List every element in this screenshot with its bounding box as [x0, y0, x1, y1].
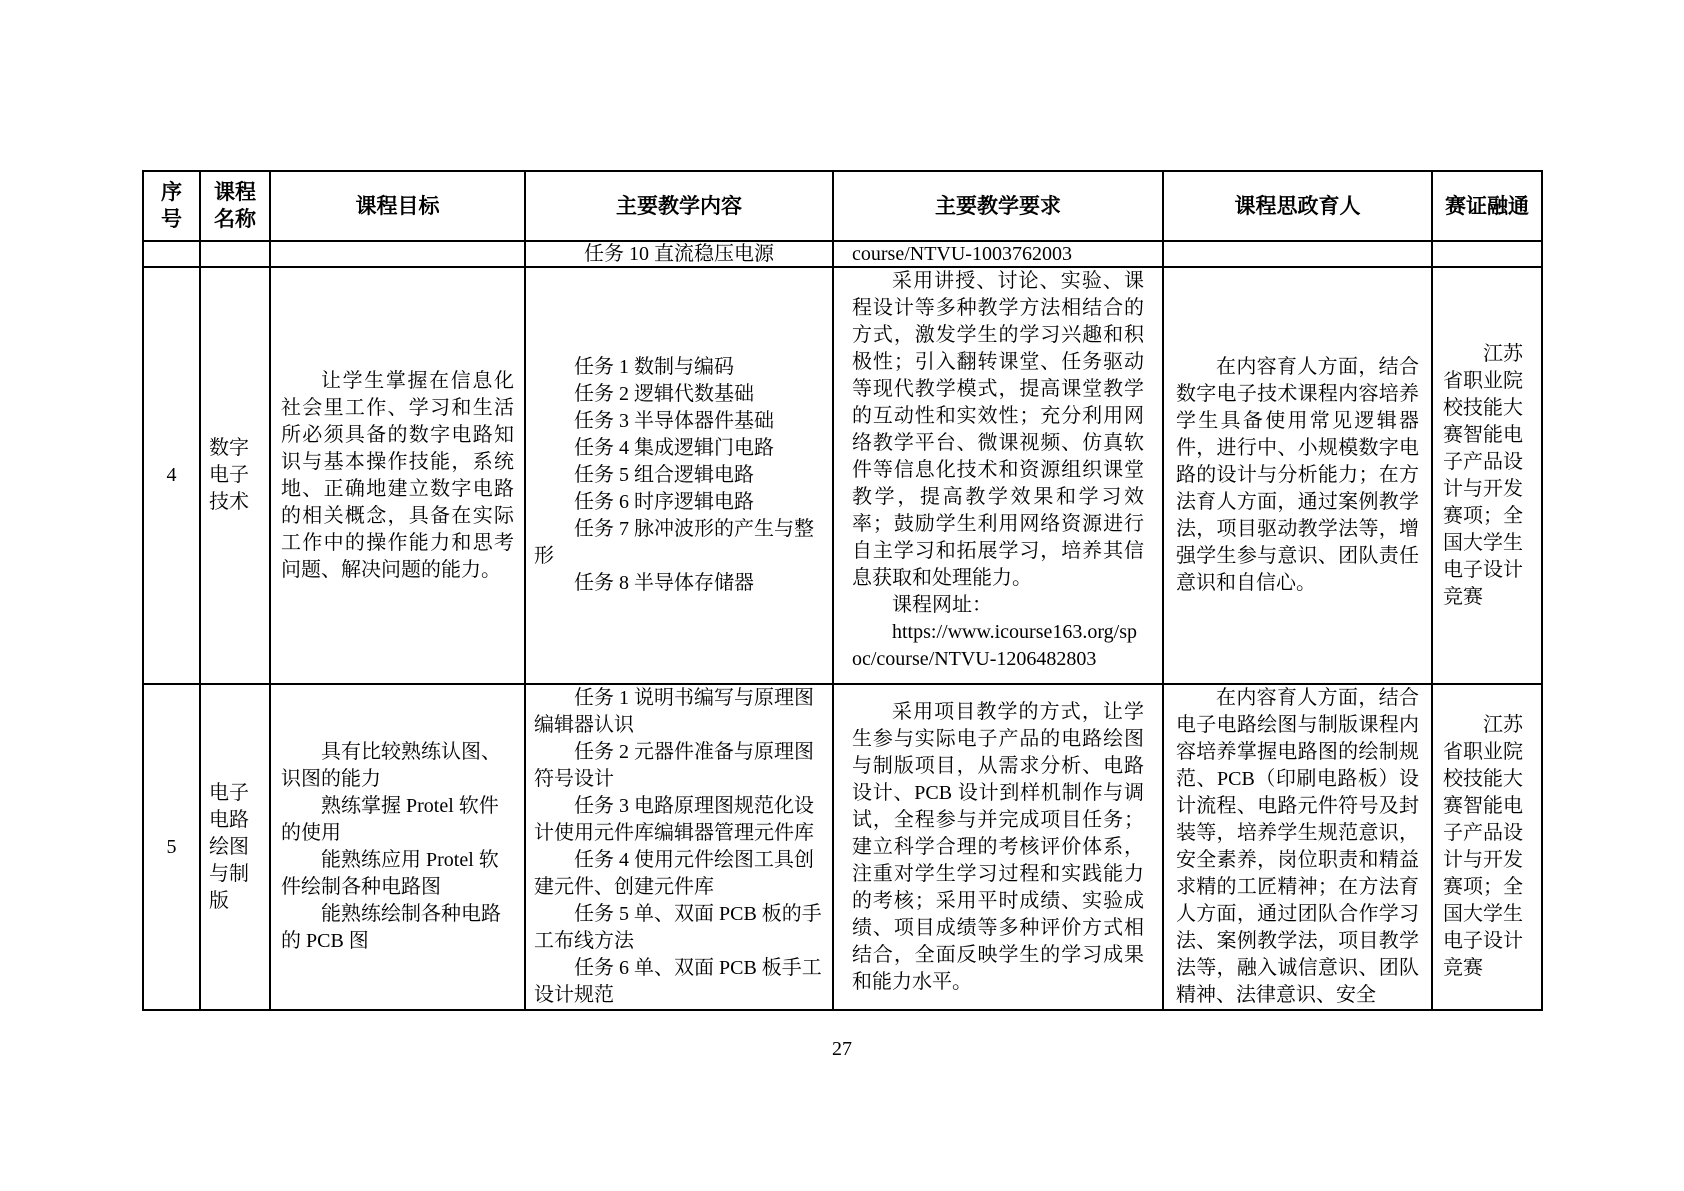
course-url-label: 课程网址： — [892, 594, 992, 616]
task-item: 任务 4 使用元件绘图工具创建元件、创建元件库 — [534, 849, 814, 898]
task-item: 任务 8 半导体存储器 — [574, 572, 754, 594]
course-url: https://www.icourse163.org/spoc/course/NTVU-1206482803 — [852, 621, 1137, 670]
carryover-content-cell: 任务 10 直流稳压电源 — [525, 241, 833, 267]
header-objectives: 课程目标 — [270, 171, 525, 241]
cell-requirements: 采用讲授、讨论、实验、课程设计等多种教学方法相结合的方式，激发学生的学习兴趣和积极性；引入翻转课堂、任务驱动等现代教学模式，提高课堂教学的互动性和实效性；充分利用网络教学平台、微课视频、仿真软件等信息化技术和资源组织课堂教学，提高教学效果和学习效率；鼓励学生利用网络资源进行自主学习和拓展学习，培养其信息获取和处理能力。 课程网址： https://www.icourse163.org/spoc/course/NTVU-1206482803 — [833, 267, 1163, 684]
cell-course-name: 电子电路绘图与制版 — [200, 684, 270, 1010]
task-item: 任务 3 半导体器件基础 — [574, 410, 774, 432]
carryover-requirement-cell: course/NTVU-1003762003 — [833, 241, 1163, 267]
task-item: 任务 4 集成逻辑门电路 — [574, 437, 774, 459]
task-item: 任务 1 说明书编写与原理图编辑器认识 — [534, 687, 814, 736]
header-row — [143, 171, 1542, 241]
empty-cell — [1163, 241, 1432, 267]
task-item: 任务 6 单、双面 PCB 板手工设计规范 — [534, 957, 822, 1006]
cell-course-name: 数字电子技术 — [200, 267, 270, 684]
course-row-4 — [143, 267, 1542, 684]
cell-competition: 江苏省职业院校技能大赛智能电子产品设计与开发赛项；全国大学生电子设计竞赛 — [1432, 684, 1542, 1010]
page-number: 27 — [832, 1038, 852, 1060]
empty-cell — [270, 241, 525, 267]
cell-competition: 江苏省职业院校技能大赛智能电子产品设计与开发赛项；全国大学生电子设计竞赛 — [1432, 267, 1542, 684]
header-requirements: 主要教学要求 — [833, 171, 1163, 241]
cell-requirements: 采用项目教学的方式，让学生参与实际电子产品的电路绘图与制版项目，从需求分析、电路设计、PCB 设计到样机制作与调试，全程参与并完成项目任务；建立科学合理的考核评价体系，注重对学生学习过程和实践能力的考核；采用平时成绩、实验成绩、项目成绩等多种评价方式相结合，全面反映学生的学习成果和能力水平。 — [833, 684, 1163, 1010]
cell-ideology: 在内容育人方面，结合数字电子技术课程内容培养学生具备使用常见逻辑器件，进行中、小规模数字电路的设计与分析能力；在方法育人方面，通过案例教学法，项目驱动教学法等，增强学生参与意识、团队责任意识和自信心。 — [1163, 267, 1432, 684]
cell-no: 4 — [143, 267, 200, 684]
cell-contents — [525, 684, 833, 1010]
header-ideology: 课程思政育人 — [1163, 171, 1432, 241]
task-item: 任务 1 数制与编码 — [574, 356, 734, 378]
task-item: 任务 2 逻辑代数基础 — [574, 383, 754, 405]
task-item: 任务 3 电路原理图规范化设计使用元件库编辑器管理元件库 — [534, 795, 814, 844]
task-item: 任务 5 组合逻辑电路 — [574, 464, 754, 486]
carryover-row — [143, 241, 1542, 267]
header-competition: 赛证融通 — [1432, 171, 1542, 241]
empty-cell — [143, 241, 200, 267]
course-table — [142, 170, 1543, 1011]
course-row-5 — [143, 684, 1542, 1010]
cell-no: 5 — [143, 684, 200, 1010]
header-no: 序号 — [143, 171, 200, 241]
task-item: 任务 2 元器件准备与原理图符号设计 — [534, 741, 814, 790]
empty-cell — [1432, 241, 1542, 267]
header-course-name: 课程名称 — [200, 171, 270, 241]
cell-ideology: 在内容育人方面，结合电子电路绘图与制版课程内容培养掌握电路图的绘制规范、PCB（印刷电路板）设计流程、电路元件符号及封装等，培养学生规范意识，安全素养，岗位职责和精益求精的工匠精神；在方法育人方面，通过团队合作学习法、案例教学法，项目教学法等，融入诚信意识、团队精神、法律意识、安全 — [1163, 684, 1432, 1010]
task-item: 任务 6 时序逻辑电路 — [574, 491, 754, 513]
task-item: 任务 5 单、双面 PCB 板的手工布线方法 — [534, 903, 822, 952]
cell-contents — [525, 267, 833, 684]
empty-cell — [200, 241, 270, 267]
header-contents: 主要教学内容 — [525, 171, 833, 241]
cell-objectives: 具有比较熟练认图、识图的能力 熟练掌握 Protel 软件的使用 能熟练应用 Protel 软件绘制各种电路图 能熟练绘制各种电路的 PCB 图 — [270, 684, 525, 1010]
task-item: 任务 7 脉冲波形的产生与整形 — [534, 518, 814, 567]
cell-objectives: 让学生掌握在信息化社会里工作、学习和生活所必须具备的数字电路知识与基本操作技能，系统地、正确地建立数字电路的相关概念，具备在实际工作中的操作能力和思考问题、解决问题的能力。 — [270, 267, 525, 684]
